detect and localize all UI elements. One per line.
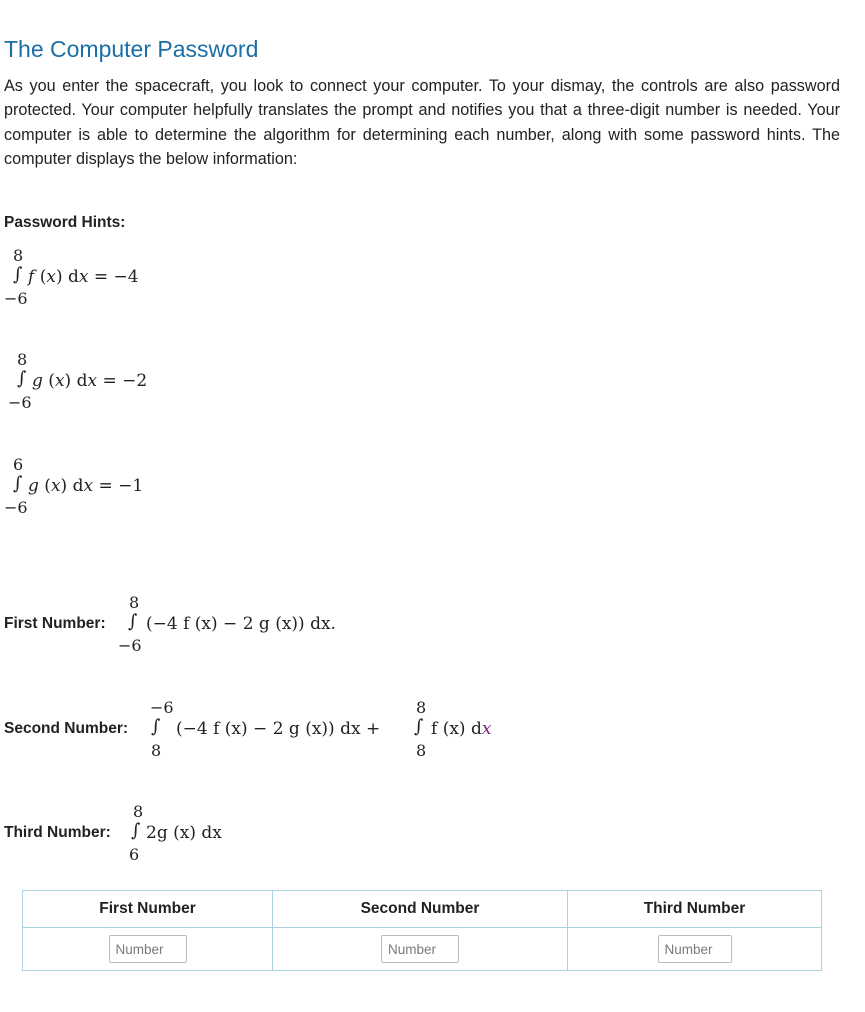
header-second-number: Second Number	[273, 891, 568, 928]
first-number-label: First Number:	[4, 615, 106, 632]
second-number-label: Second Number:	[4, 720, 129, 737]
second-number-expression-1: (−4 f (x) − 2 g (x)) dx +	[176, 719, 381, 739]
integral-sign: ∫	[131, 820, 141, 841]
second-number-expression-2: f (x) dx	[431, 719, 492, 739]
upper-limit-2: 8	[416, 698, 427, 717]
third-number-label: Third Number:	[4, 824, 111, 841]
integral-sign: ∫	[13, 264, 23, 285]
cell-first-number	[23, 928, 273, 971]
integral-sign-2: ∫	[414, 716, 424, 737]
upper-limit: 8	[129, 593, 140, 612]
answers-header-row	[23, 891, 822, 928]
cell-second-number	[273, 928, 568, 971]
page-title: The Computer Password	[4, 36, 259, 62]
hint-expression-1: f (x) dx = −4	[28, 267, 139, 287]
lower-limit: −6	[118, 636, 142, 655]
upper-limit: −6	[150, 698, 174, 717]
upper-limit: 8	[133, 802, 144, 821]
answers-input-row	[23, 928, 822, 971]
first-number-expression: (−4 f (x) − 2 g (x)) dx.	[146, 614, 336, 634]
upper-limit: 8	[13, 246, 24, 265]
hints-label: Password Hints:	[4, 214, 126, 231]
header-first-number: First Number	[23, 891, 273, 928]
hint-expression-2: g (x) dx = −2	[32, 371, 148, 391]
integral-sign: ∫	[128, 611, 138, 632]
intro-paragraph: As you enter the spacecraft, you look to connect your computer. To your dismay, the controls are also password protected. Your computer helpfully translates the prompt and notifies you that a three-digit number is needed. Your computer is able to determine the algorithm for determining each number, along with some password hints. The computer displays the below information:	[4, 77, 840, 168]
lower-limit: 6	[129, 845, 140, 864]
lower-limit: −6	[4, 289, 28, 308]
third-number-input[interactable]	[658, 935, 732, 963]
cell-third-number	[568, 928, 822, 971]
integral-sign: ∫	[13, 473, 23, 494]
upper-limit: 8	[17, 350, 28, 369]
lower-limit: 8	[151, 741, 162, 760]
integral-sign: ∫	[17, 368, 27, 389]
hint-expression-3: g (x) dx = −1	[28, 476, 144, 496]
upper-limit: 6	[13, 455, 24, 474]
third-number-expression: 2g (x) dx	[146, 823, 222, 843]
header-third-number: Third Number	[568, 891, 822, 928]
lower-limit-2: 8	[416, 741, 427, 760]
first-number-input[interactable]	[109, 935, 187, 963]
lower-limit: −6	[8, 393, 32, 412]
integral-sign: ∫	[151, 716, 161, 737]
answers-table	[22, 890, 822, 971]
second-number-input[interactable]	[381, 935, 459, 963]
lower-limit: −6	[4, 498, 28, 517]
